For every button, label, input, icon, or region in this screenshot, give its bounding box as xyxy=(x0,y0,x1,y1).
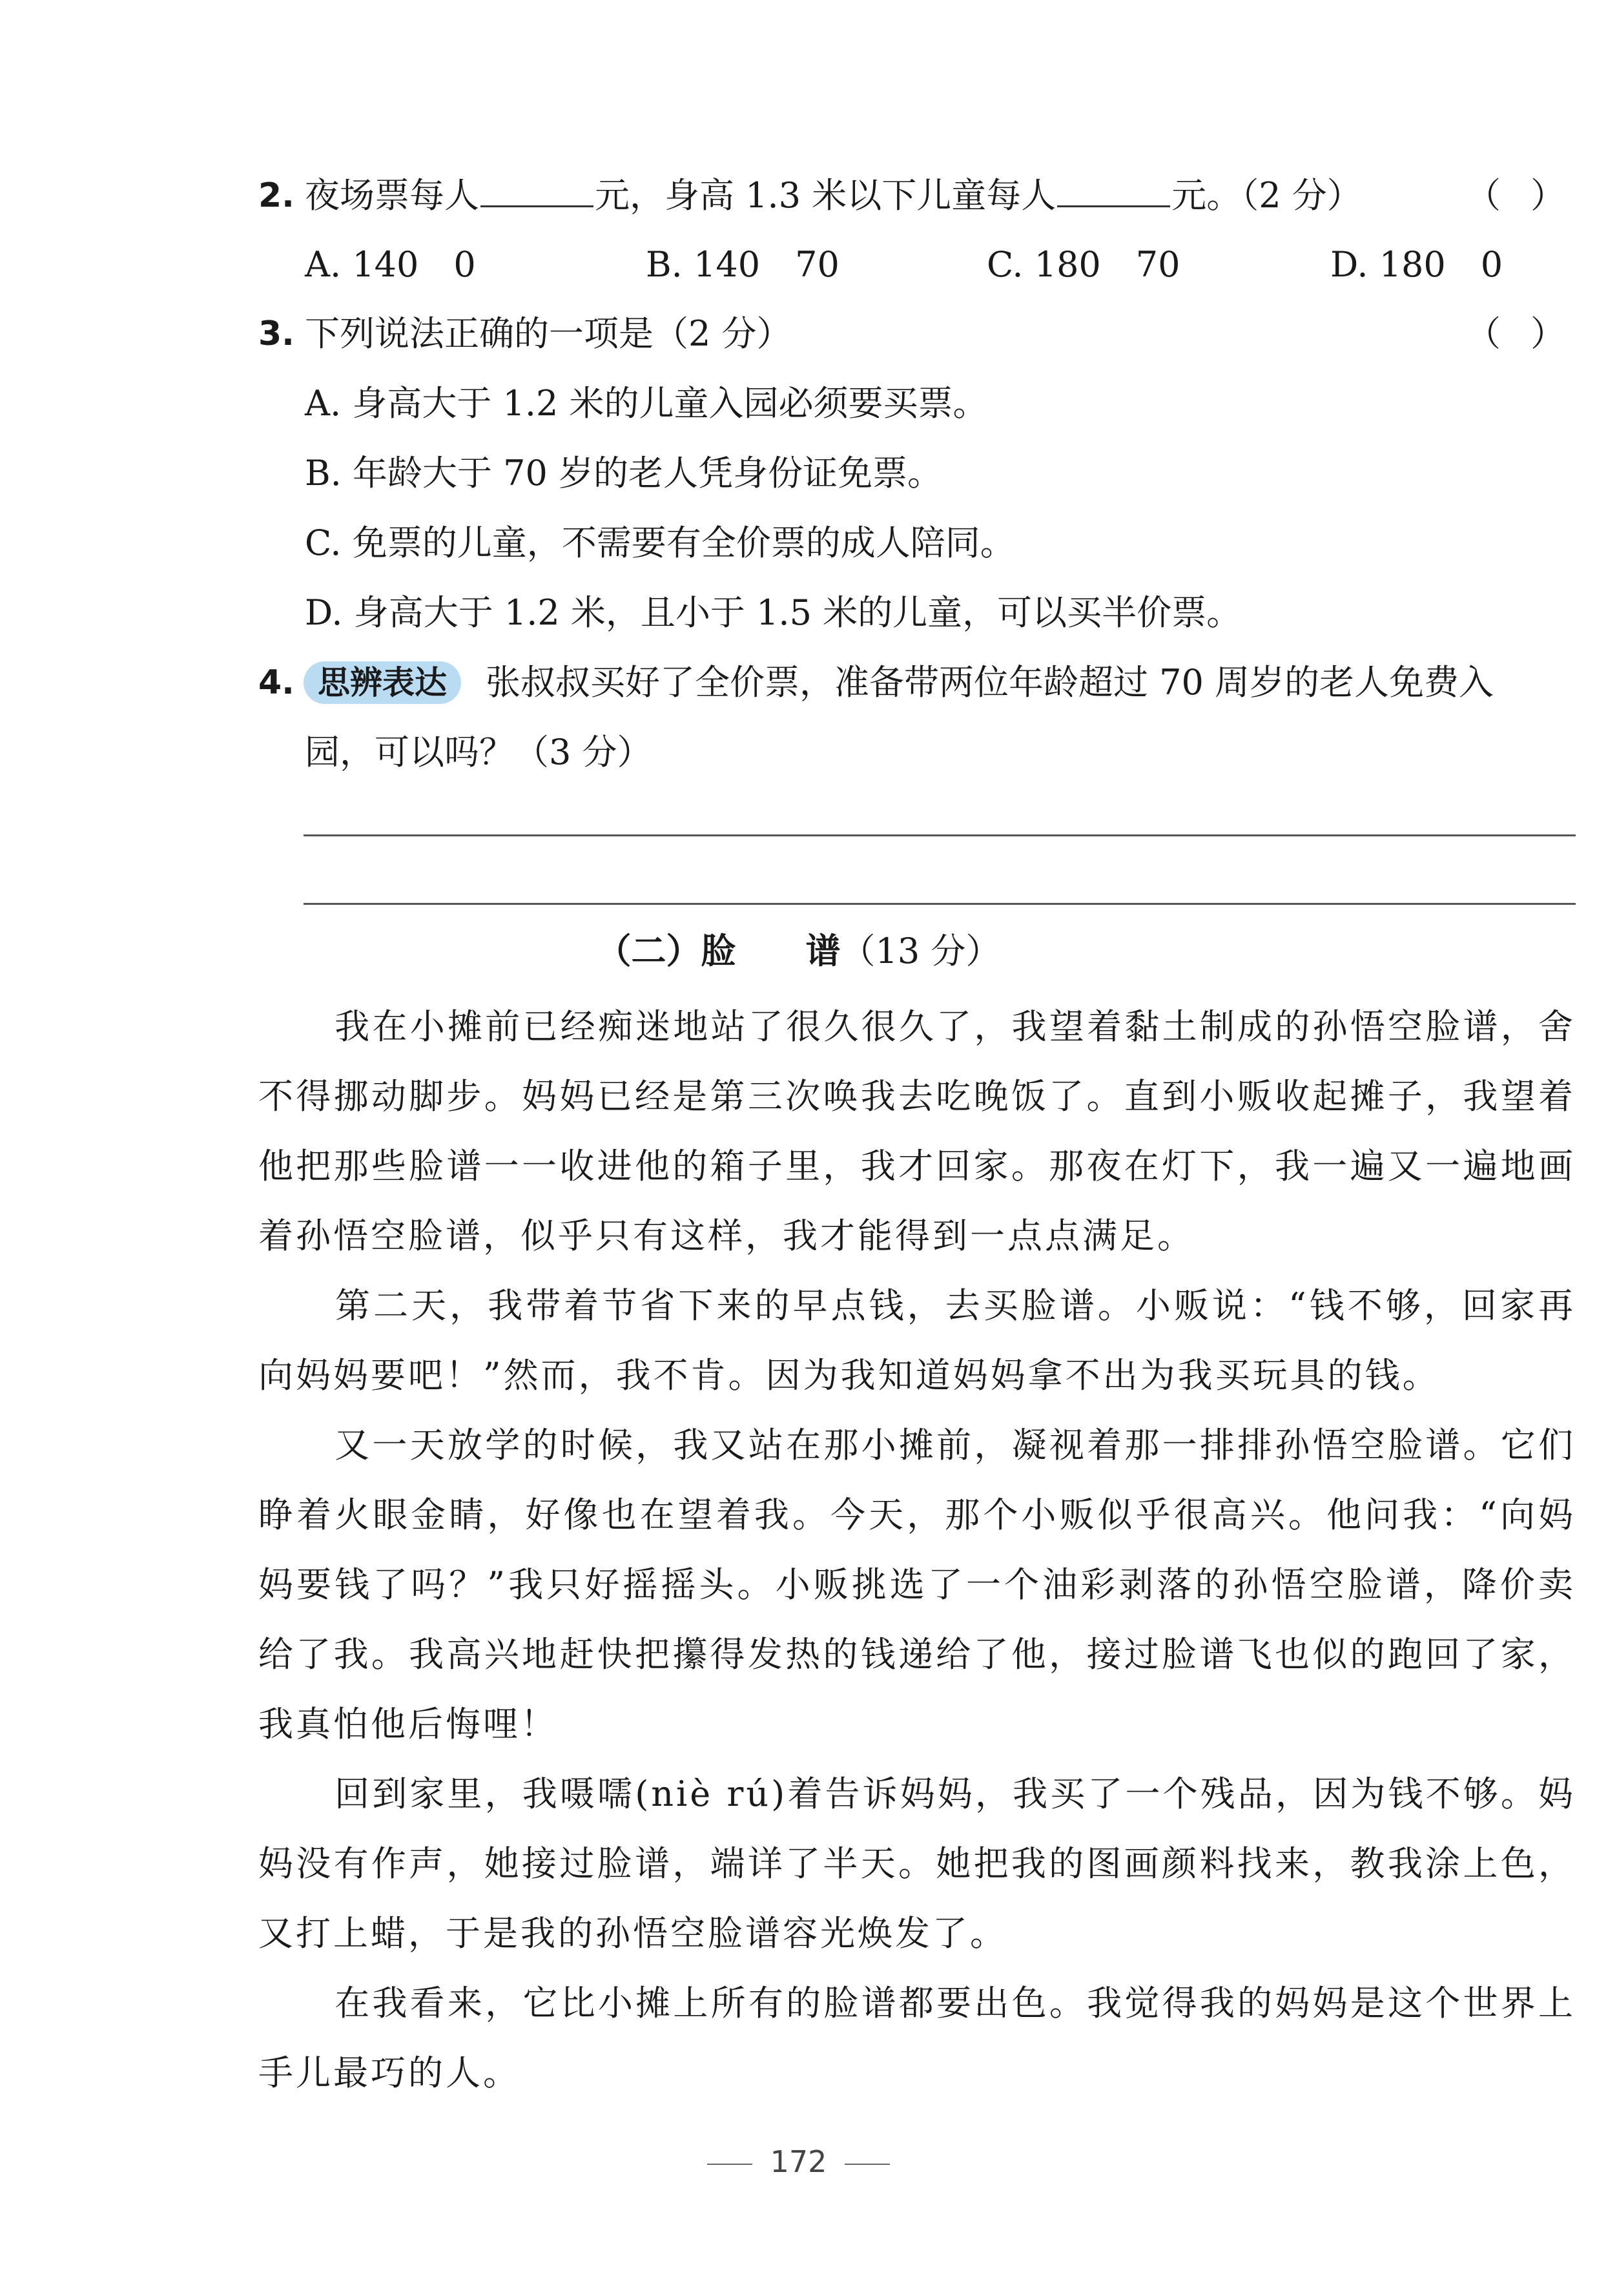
passage-paragraph-3: 又一天放学的时候，我又站在那小摊前，凝视着那一排排孙悟空脸谱。它们睁着火眼金睛，好像也在望着我。今天，那个小贩似乎很高兴。他问我：“向妈妈要钱了吗？”我只好摇摇头。小贩挑选了一个油彩剥落的孙悟空脸谱，降价卖给了我。我高兴地赶快把攥得发热的钱递给了他，接过脸谱飞也似的跑回了家，我真怕他后悔哩！ xyxy=(258,1425,1576,1744)
section-title xyxy=(0,929,1597,974)
question-2-text-part3: 元。（2 分） xyxy=(1171,175,1362,216)
passage-paragraph-5: 在我看来，它比小摊上所有的脸谱都要出色。我觉得我的妈妈是这个世界上手儿最巧的人。 xyxy=(258,1983,1576,2093)
answer-blank-1[interactable] xyxy=(480,174,593,207)
section-score: （13 分） xyxy=(840,931,1001,971)
question-3-option-b: B. 年龄大于 70 岁的老人凭身份证免票。 xyxy=(305,453,943,493)
question-4-line-1: 张叔叔买好了全价票，准备带两位年龄超过 70 周岁的老人免费入 xyxy=(486,662,1494,703)
question-2-option-a: A. 140 0 xyxy=(305,244,476,285)
page-number: 172 xyxy=(770,2144,827,2179)
footer-dash-left xyxy=(707,2164,752,2165)
answer-line-1[interactable] xyxy=(304,834,1576,836)
question-3-option-c: C. 免票的儿童，不需要有全价票的成人陪同。 xyxy=(305,522,1015,563)
question-3-option-a: A. 身高大于 1.2 米的儿童入园必须要买票。 xyxy=(305,383,988,424)
question-2-text-part2: 元，身高 1.3 米以下儿童每人 xyxy=(595,175,1056,216)
answer-line-2[interactable] xyxy=(304,903,1576,905)
page-footer xyxy=(0,2144,1597,2179)
footer-dash-right xyxy=(845,2164,890,2165)
question-3-option-d: D. 身高大于 1.2 米，且小于 1.5 米的儿童，可以买半价票。 xyxy=(305,592,1242,633)
section-prefix: （二） xyxy=(596,931,701,971)
passage-paragraph-2: 第二天，我带着节省下来的早点钱，去买脸谱。小贩说：“钱不够，回家再向妈妈要吧！”然而，我不肯。因为我知道妈妈拿不出为我买玩具的钱。 xyxy=(258,1285,1576,1396)
section-heading: 脸 谱 xyxy=(701,931,841,971)
answer-blank-2[interactable] xyxy=(1057,174,1170,207)
question-2-text-part1: 夜场票每人 xyxy=(305,175,479,216)
question-2-option-d: D. 180 0 xyxy=(1330,244,1503,285)
question-2-number: 2. xyxy=(258,176,294,215)
question-4-number: 4. xyxy=(258,663,294,702)
question-3-number: 3. xyxy=(258,315,294,353)
workbook-page: 2. 夜场票每人 元，身高 1.3 米以下儿童每人 元。（2 分） （ ） A. 140 0 B. 140 70 C. 180 70 D. 180 0 3. 下列说法正确的一项是（2 分） （ ） A. 身高大于 1.2 米的儿童入园必须要买票。 B. 年龄大于 70 岁的老人凭身份证免票。 C. 免票的儿童，不需要有全价票的成人陪同。 D. 身高大于 1.2 米，且小于 1.5 米的儿童，可以买半价票。 4. 思辨表达 张叔叔买好了全价票，准备带两位年龄超过 70 周岁的老人免费入 园，可以吗？（3 分） （二）脸 谱（13 分） 我在小摊前已经痴迷地站了很久很久了，我望着黏土制成的孙悟空脸谱，舍不得挪动脚步。妈妈已经是第三次唤我去吃晚饭了。直到小贩收起摊子，我望着他把那些脸谱一一收进他的箱子里，我才回家。那夜在灯下，我一遍又一遍地画着孙悟空脸谱，似乎只有这样，我才能得到一点点满足。 第二天，我带着节省下来的早点钱，去买脸谱。小贩说：“钱不够，回家再向妈妈要吧！”然而，我不肯。因为我知道妈妈拿不出为我买玩具的钱。 又一天放学的时候，我又站在那小摊前，凝视着那一排排孙悟空脸谱。它们睁着火眼金睛，好像也在望着我。今天，那个小贩似乎很高兴。他问我：“向妈妈要钱了吗？”我只好摇摇头。小贩挑选了一个油彩剥落的孙悟空脸谱，降价卖给了我。我高兴地赶快把攥得发热的钱递给了他，接过脸谱飞也似的跑回了家，我真怕他后悔哩！ 回到家里，我嗫嚅(niè rú)着告诉妈妈，我买了一个残品，因为钱不够。妈妈没有作声，她接过脸谱，端详了半天。她把我的图画颜料找来，教我涂上色，又打上蜡，于是我的孙悟空脸谱容光焕发了。 在我看来，它比小摊上所有的脸谱都要出色。我觉得我的妈妈是这个世界上手儿最巧的人。 172 xyxy=(0,0,1597,2296)
question-2-option-c: C. 180 70 xyxy=(987,244,1180,285)
question-2-option-b: B. 140 70 xyxy=(646,244,840,285)
passage-paragraph-4: 回到家里，我嗫嚅(niè rú)着告诉妈妈，我买了一个残品，因为钱不够。妈妈没有作声，她接过脸谱，端详了半天。她把我的图画颜料找来，教我涂上色，又打上蜡，于是我的孙悟空脸谱容光焕发了。 xyxy=(258,1774,1576,1954)
passage-paragraph-1: 我在小摊前已经痴迷地站了很久很久了，我望着黏土制成的孙悟空脸谱，舍不得挪动脚步。妈妈已经是第三次唤我去吃晚饭了。直到小贩收起摊子，我望着他把那些脸谱一一收进他的箱子里，我才回家。那夜在灯下，我一遍又一遍地画着孙悟空脸谱，似乎只有这样，我才能得到一点点满足。 xyxy=(258,1006,1576,1256)
question-3-stem: 下列说法正确的一项是（2 分） xyxy=(305,313,792,354)
question-4-line-2: 园，可以吗？（3 分） xyxy=(305,732,652,772)
question-2-stem xyxy=(305,173,1362,218)
critical-thinking-tag: 思辨表达 xyxy=(304,661,461,704)
